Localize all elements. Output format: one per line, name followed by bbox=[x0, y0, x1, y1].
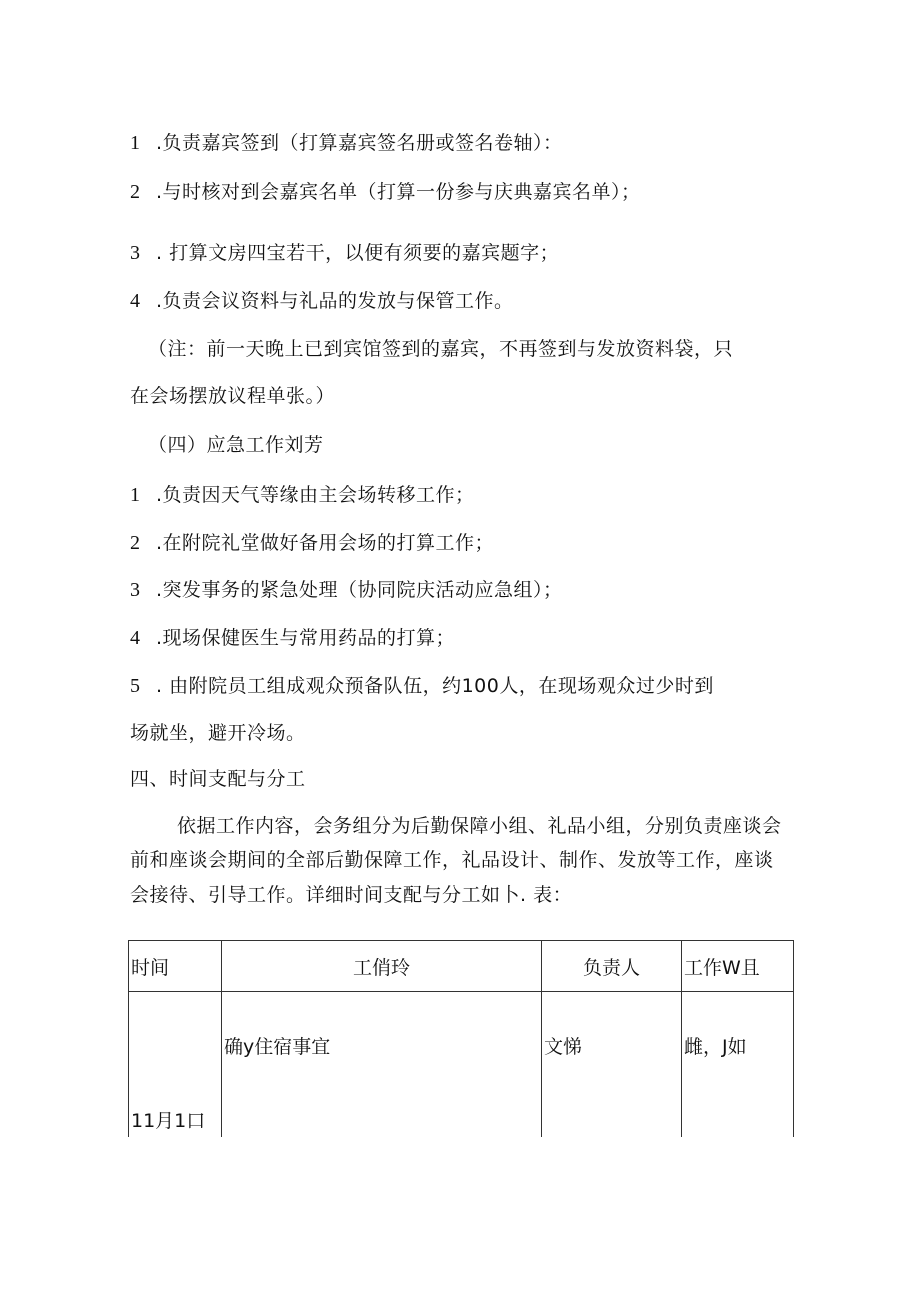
list-item: 4 .负责会议资料与礼品的发放与保管工作。 bbox=[130, 290, 514, 312]
list-item: 2 .在附院礼堂做好备用会场的打算工作； bbox=[130, 532, 495, 554]
table-cell-group: 雌，J如 bbox=[682, 992, 794, 1138]
table-row bbox=[129, 992, 794, 1138]
table-cell-date: 11月1口 bbox=[129, 992, 222, 1138]
list-item-continued: 场就坐，避开冷场。 bbox=[130, 722, 306, 744]
list-item: 3 .突发事务的紧急处理（协同院庆活动应急组）； bbox=[130, 579, 563, 601]
table-cell-task: 确y住宿事宜 bbox=[222, 992, 542, 1138]
list-item: 1 .负责嘉宾签到（打算嘉宾签名册或签名卷轴）： bbox=[130, 132, 563, 154]
column-header-person: 负责人 bbox=[542, 941, 682, 992]
note-text: （注：前一天晚上已到宾馆签到的嘉宾，不再签到与发放资料袋，只 bbox=[148, 338, 734, 360]
note-text-continued: 在会场摆放议程单张。） bbox=[130, 385, 336, 407]
table-cell-person: 文悌 bbox=[542, 992, 682, 1138]
column-header-task: 工俏玲 bbox=[222, 941, 542, 992]
section-heading: （四）应急工作刘芳 bbox=[148, 434, 324, 456]
table-header-row bbox=[129, 941, 794, 992]
column-header-time: 时间 bbox=[129, 941, 222, 992]
list-item: 2 .与时核对到会嘉宾名单（打算一份参与庆典嘉宾名单）； bbox=[130, 181, 641, 203]
schedule-table bbox=[128, 940, 794, 1137]
list-item: 1 .负责因天气等缘由主会场转移工作； bbox=[130, 484, 475, 506]
list-item: 4 .现场保健医生与常用药品的打算； bbox=[130, 627, 456, 649]
paragraph-text: 会接待、引导工作。详细时间支配与分工如卜. 表： bbox=[130, 884, 573, 906]
list-item: 3 . 打算文房四宝若干，以便有须要的嘉宾题字； bbox=[130, 242, 560, 264]
paragraph-text: 前和座谈会期间的全部后勤保障工作，礼品设计、制作、发放等工作，座谈 bbox=[130, 849, 774, 871]
column-header-group: 工作W且 bbox=[682, 941, 794, 992]
paragraph-text: 依据工作内容，会务组分为后勤保障小组、礼品小组，分别负责座谈会 bbox=[177, 815, 782, 837]
section-heading: 四、时间支配与分工 bbox=[130, 768, 306, 790]
list-item: 5 . 由附院员工组成观众预备队伍，约100人，在现场观众过少时到 bbox=[130, 675, 714, 697]
